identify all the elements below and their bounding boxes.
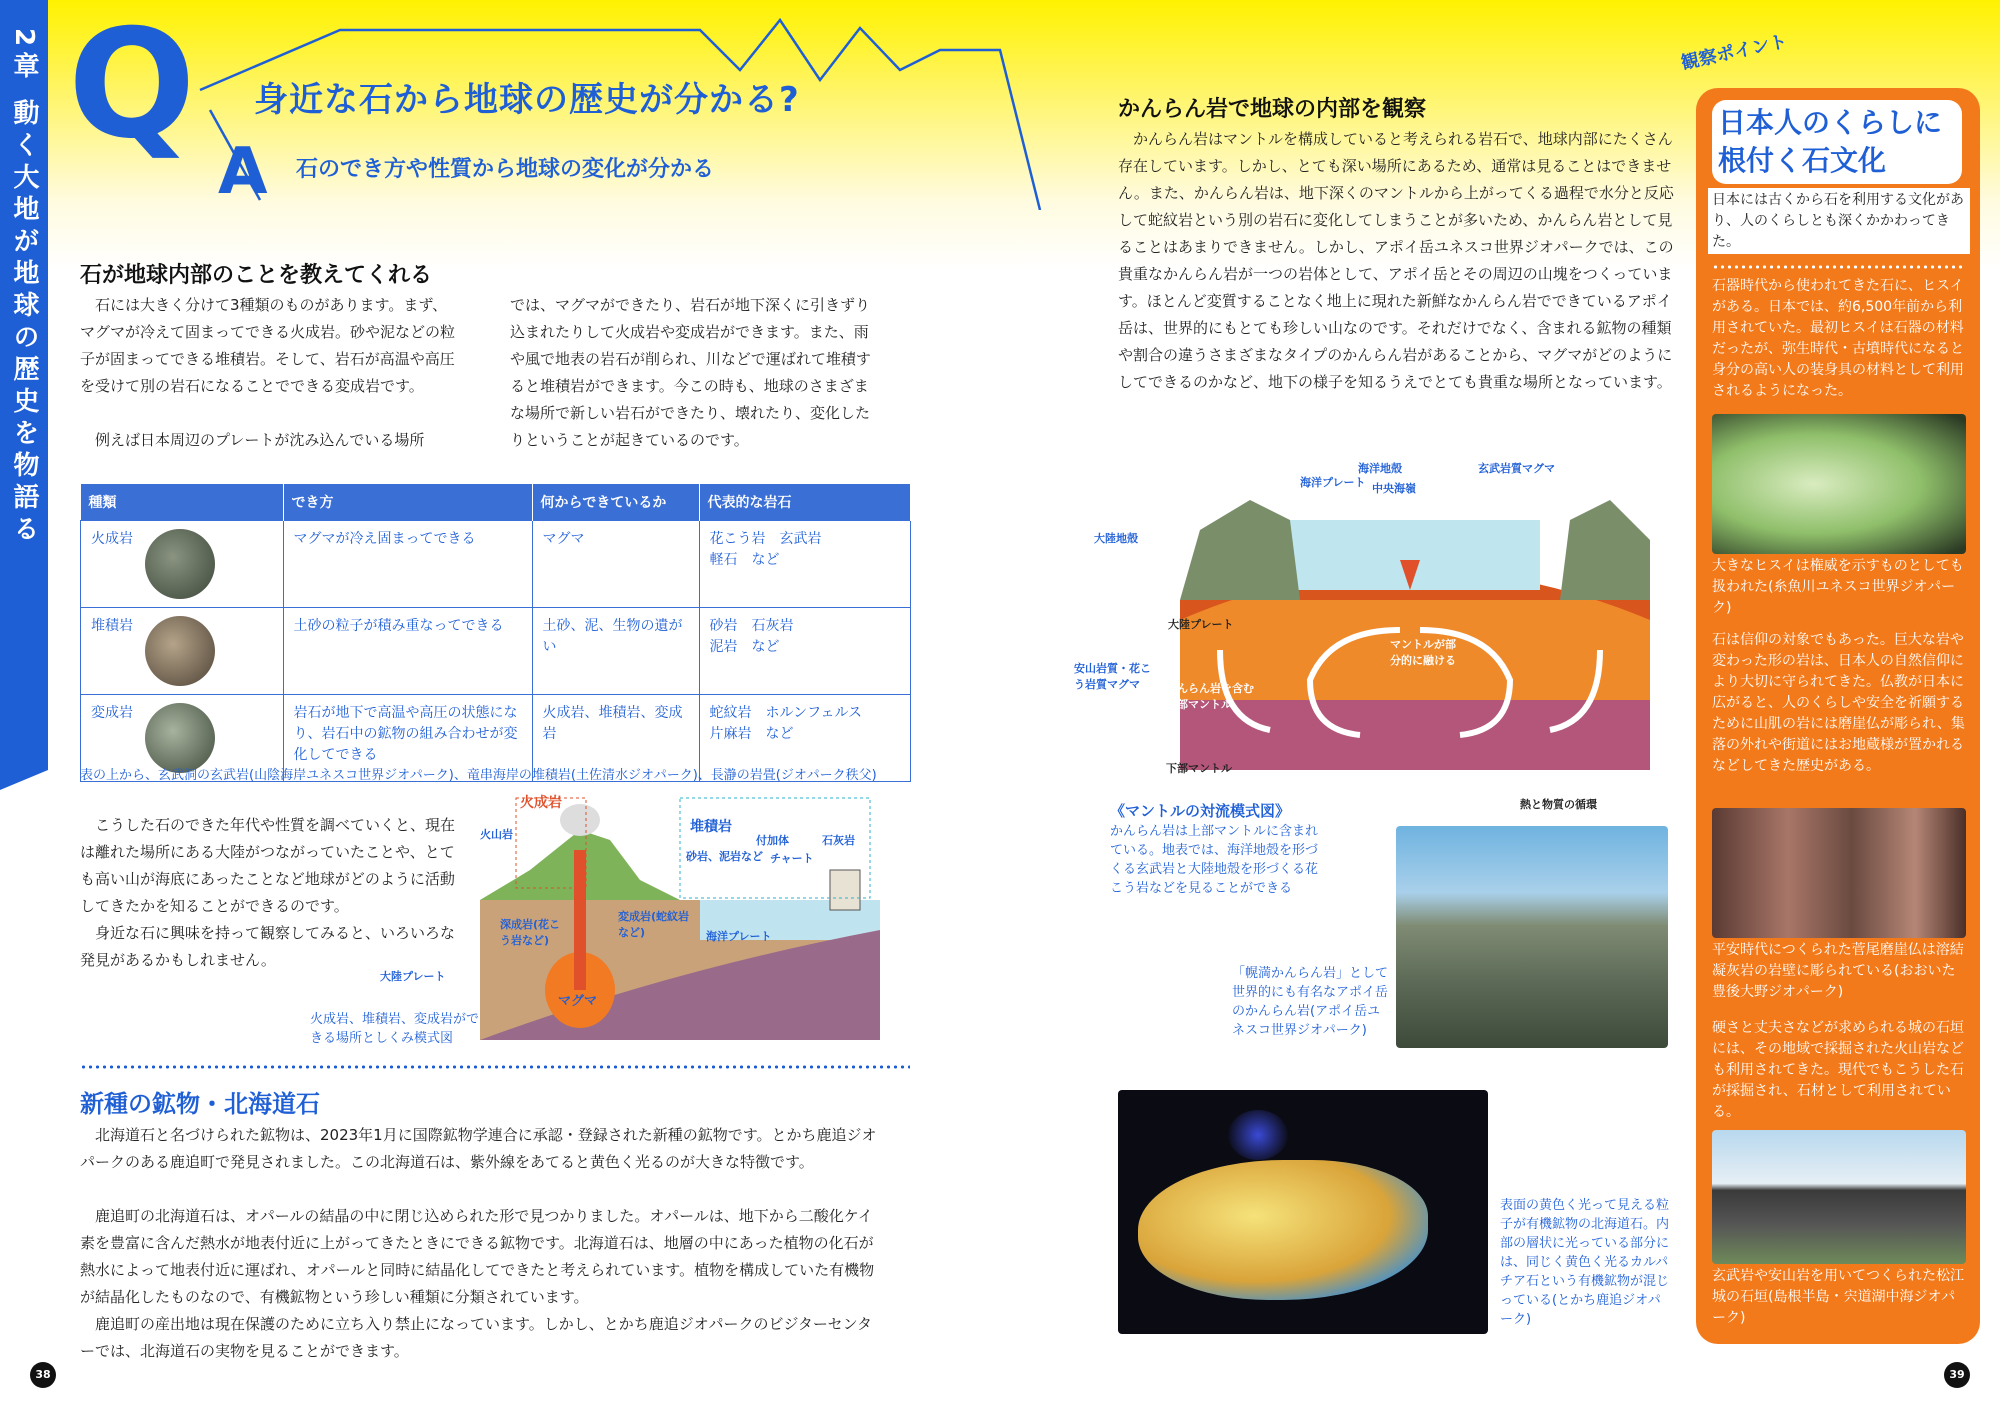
table-caption: 表の上から、玄武洞の玄武岩(山陰海岸ユネスコ世界ジオパーク)、竜串海岸の堆積岩(土佐清水ジオパーク)、長瀞の岩畳(ジオパーク秩父) <box>80 768 877 783</box>
left-heading: 石が地球内部のことを教えてくれる <box>80 263 433 288</box>
diagram-label-oceanic-plate: 海洋プレート <box>706 930 772 943</box>
mantle-caption-title: 《マントルの対流模式図》 <box>1110 802 1291 820</box>
diagram-label-limestone: 石灰岩 <box>822 834 855 847</box>
rock-table-wrap <box>80 484 911 782</box>
rock-table <box>80 484 911 782</box>
rock-diagram-caption: 火成岩、堆積岩、変成岩ができる場所としくみ模式図 <box>310 1012 480 1046</box>
chapter-label: 2章 動く大地が地球の歴史を物語る <box>9 28 39 548</box>
th-examples: 代表的な岩石 <box>699 484 910 521</box>
diagram-label-igneous: 火成岩 <box>520 795 562 811</box>
mantle-label-continental-plate: 大陸プレート <box>1168 618 1234 631</box>
table-row <box>81 608 911 695</box>
left-paragraph-1: 石には大きく分けて3種類のものがあります。まず、マグマが冷えて固まってできる火成岩。砂や泥などの粒子が固まってできる堆積岩。そして、岩石が高温や高圧を受けて別の岩石になることでできる変成岩です。 <box>80 296 456 395</box>
horoman-peridotite-photo <box>1396 826 1668 1048</box>
sidebar-intro: 日本には古くから石を利用する文化があり、人のくらしとも深くかかわってきた。 <box>1712 192 1964 250</box>
diagram-label-volcanic: 火山岩 <box>480 828 513 841</box>
bottom-heading: 新種の鉱物・北海道石 <box>80 1090 320 1118</box>
sidebar-title: 日本人のくらしに根付く石文化 <box>1718 106 1943 177</box>
rock-photo-metamorphic <box>145 703 215 773</box>
sidebar-text-3: 硬さと丈夫さなどが求められる城の石垣には、その地域で採掘された火山岩なども利用されてきた。現代でもこうした石が採掘され、石材として利用されている。 <box>1712 1020 1964 1120</box>
jade-photo <box>1712 414 1966 554</box>
th-from: 何からできているか <box>532 484 699 521</box>
mantle-label-partial-melt: マントルが部分的に融ける <box>1390 638 1456 667</box>
mantle-label-basaltic-magma: 玄武岩質マグマ <box>1478 462 1555 475</box>
diagram-label-metamorphic: 変成岩(蛇紋岩など) <box>618 910 690 939</box>
table-row <box>81 521 911 608</box>
diagram-label-continental-plate: 大陸プレート <box>380 970 446 983</box>
diagram-label-magma: マグマ <box>558 994 598 1009</box>
horoman-caption: 「幌満かんらん岩」として世界的にも有名なアポイ岳のかんらん岩(アポイ岳ユネスコ世界ジオパーク) <box>1232 966 1389 1038</box>
diagram-label-accretion: 付加体 <box>756 834 789 847</box>
mantle-convection-diagram <box>1160 480 1670 780</box>
diagram-label-chert: チャート <box>770 852 814 865</box>
bottom-paragraph-2: 鹿追町の北海道石は、オパールの結晶の中に閉じ込められた形で見つかりました。オパールは、地下から二酸化ケイ素を豊富に含んだ熱水が地表付近に上がってきたときにできる鉱物です。北海道石は、地層の中にあった植物の化石が熱水によって地表付近に運ばれ、オパールと同時に結晶化してできたと考えられています。植物を構成していた有機物が結晶化したものなので、有機鉱物という珍しい種類に分類されています。 <box>80 1207 875 1306</box>
cell-examples: 花こう岩 玄武岩 軽石 など <box>699 521 910 608</box>
bottom-paragraph-3: 鹿追町の産出地は現在保護のために立ち入り禁止になっています。しかし、とかち鹿追ジオパークのビジターセンターでは、北海道石の実物を見ることができます。 <box>80 1315 873 1360</box>
question-title: 身近な石から地球の歴史が分かる? <box>254 80 800 120</box>
mantle-label-circulation: 熱と物質の循環 <box>1520 798 1597 811</box>
type-label: 堆積岩 <box>91 618 133 634</box>
left-paragraph-4: こうした石のできた年代や性質を調べていくと、現在は離れた場所にある大陸がつながっていたことや、とても高い山が海底にあったことなど地球がどのように活動してきたかを知ることができるのです。 <box>80 816 456 915</box>
cell-from: 火成岩、堆積岩、変成岩 <box>532 695 699 782</box>
th-type: 種類 <box>81 484 284 521</box>
left-paragraph-2: 例えば日本周辺のプレートが沈み込んでいる場所 <box>95 431 425 449</box>
cliff-buddha-photo <box>1712 808 1966 938</box>
left-paragraph-3: では、マグマができたり、岩石が地下深くに引きずり込まれたりして火成岩や変成岩ができます。また、雨や風で地表の岩石が削られ、川などで運ばれて堆積すると堆積岩ができます。今この時も、地球のさまざまな場所で新しい岩石ができたり、壊れたり、変化したりということが起きているのです。 <box>510 296 871 449</box>
left-paragraph-5: 身近な石に興味を持って観察してみると、いろいろな発見があるかもしれません。 <box>80 924 456 969</box>
cell-from: マグマ <box>532 521 699 608</box>
diagram-label-sedimentary: 堆積岩 <box>690 819 732 835</box>
type-label: 変成岩 <box>91 705 133 721</box>
sidebar-divider <box>1712 264 1966 270</box>
sidebar-text-2: 石は信仰の対象でもあった。巨大な岩や変わった形の岩は、日本人の自然信仰により大切に守られてきた。仏教が日本に広がると、人のくらしや安全を祈願するために山肌の岩には磨崖仏が彫られ、集落の外れや街道にはお地蔵様が置かれるなどしてきた歴史がある。 <box>1712 632 1965 774</box>
answer-title: 石のでき方や性質から地球の変化が分かる <box>296 157 715 182</box>
page-number-right: 39 <box>1944 1362 1970 1388</box>
a-letter: A <box>218 135 268 209</box>
cell-type <box>81 608 284 695</box>
mantle-label-andesitic-magma: 安山岩質・花こう岩質マグマ <box>1074 662 1151 691</box>
mantle-label-upper-mantle: かんらん岩を含む上部マントル <box>1166 682 1254 711</box>
mantle-caption: かんらん岩は上部マントルに含まれている。地表では、海洋地殻を形づくる玄武岩と大陸地殻を形づくる花こう岩などを見ることができる <box>1110 824 1319 896</box>
rock-photo-igneous <box>145 529 215 599</box>
diagram-label-sandstone: 砂岩、泥岩など <box>686 850 763 863</box>
mantle-label-continental-crust: 大陸地殻 <box>1094 532 1138 545</box>
type-label: 火成岩 <box>91 531 133 547</box>
bottom-paragraph-1: 北海道石と名づけられた鉱物は、2023年1月に国際鉱物学連合に承認・登録された新種の鉱物です。とかち鹿追ジオパークのある鹿追町で発見されました。この北海道石は、紫外線をあてると黄色く光るのが大きな特徴です。 <box>80 1126 877 1171</box>
cell-examples: 砂岩 石灰岩 泥岩 など <box>699 608 910 695</box>
section-divider <box>80 1064 910 1070</box>
sidebar-caption-2: 平安時代につくられた菅尾磨崖仏は溶結凝灰岩の岩壁に彫られている(おおいた豊後大野ジオパーク) <box>1712 942 1964 1000</box>
cell-from: 土砂、泥、生物の遺がい <box>532 608 699 695</box>
rock-photo-sedimentary <box>145 616 215 686</box>
cell-type <box>81 521 284 608</box>
cell-examples: 蛇紋岩 ホルンフェルス 片麻岩 など <box>699 695 910 782</box>
sidebar-text-1: 石器時代から使われてきた石に、ヒスイがある。日本では、約6,500年前から利用されていた。最初ヒスイは石器の材料だったが、弥生時代・古墳時代になると身分の高い人の装身具の材料として利用されるようになった。 <box>1712 278 1964 399</box>
q-letter: Q <box>68 0 196 172</box>
th-how: でき方 <box>283 484 532 521</box>
mantle-label-lower-mantle: 下部マントル <box>1166 762 1232 775</box>
hokkaido-stone-caption: 表面の黄色く光って見える粒子が有機鉱物の北海道石。内部の層状に光っている部分には、同じく黄色く光るカルパチア石という有機鉱物が混じっている(とかち鹿追ジオパーク) <box>1500 1198 1670 1327</box>
cell-how: マグマが冷え固まってできる <box>283 521 532 608</box>
page-number-left: 38 <box>30 1362 56 1388</box>
observation-point-label: 観察ポイント <box>1679 30 1790 74</box>
hokkaido-stone-photo <box>1118 1090 1488 1334</box>
right-heading: かんらん岩で地球の内部を観察 <box>1118 97 1427 122</box>
mantle-label-oceanic-crust: 海洋地殻 <box>1358 462 1402 475</box>
matsue-castle-photo <box>1712 1130 1966 1264</box>
mantle-label-ridge: 中央海嶺 <box>1372 482 1416 495</box>
mantle-label-oceanic-plate: 海洋プレート <box>1300 476 1366 489</box>
right-paragraph-1: かんらん岩はマントルを構成していると考えられる岩石で、地球内部にたくさん存在しています。しかし、とても深い場所にあるため、通常は見ることはできません。また、かんらん岩は、地下深くのマントルから上がってくる過程で水分と反応して蛇紋岩という別の岩石に変化してしまうことが多いため、かんらん岩として見ることはあまりできません。しかし、アポイ岳ユネスコ世界ジオパークでは、この貴重なかんらん岩が一つの岩体として、アポイ岳とその周辺の山塊をつくっています。ほとんど変質することなく地上に現れた新鮮なかんらん岩でできているアポイ岳は、世界的にもとても珍しい山なのです。それだけでなく、含まれる鉱物の種類や割合の違うさまざまなタイプのかんらん岩があることから、マグマがどのようにしてできるのかなど、地下の様子を知るうえでとても貴重な場所となっています。 <box>1118 130 1674 391</box>
diagram-label-plutonic: 深成岩(花こう岩など) <box>500 918 561 947</box>
sidebar-caption-1: 大きなヒスイは権威を示すものとしても扱われた(糸魚川ユネスコ世界ジオパーク) <box>1712 558 1964 616</box>
cell-how: 土砂の粒子が積み重なってできる <box>283 608 532 695</box>
sidebar-caption-3: 玄武岩や安山岩を用いてつくられた松江城の石垣(島根半島・宍道湖中海ジオパーク) <box>1712 1268 1964 1326</box>
cell-how: 岩石が地下で高温や高圧の状態になり、岩石中の鉱物の組み合わせが変化してできる <box>283 695 532 782</box>
